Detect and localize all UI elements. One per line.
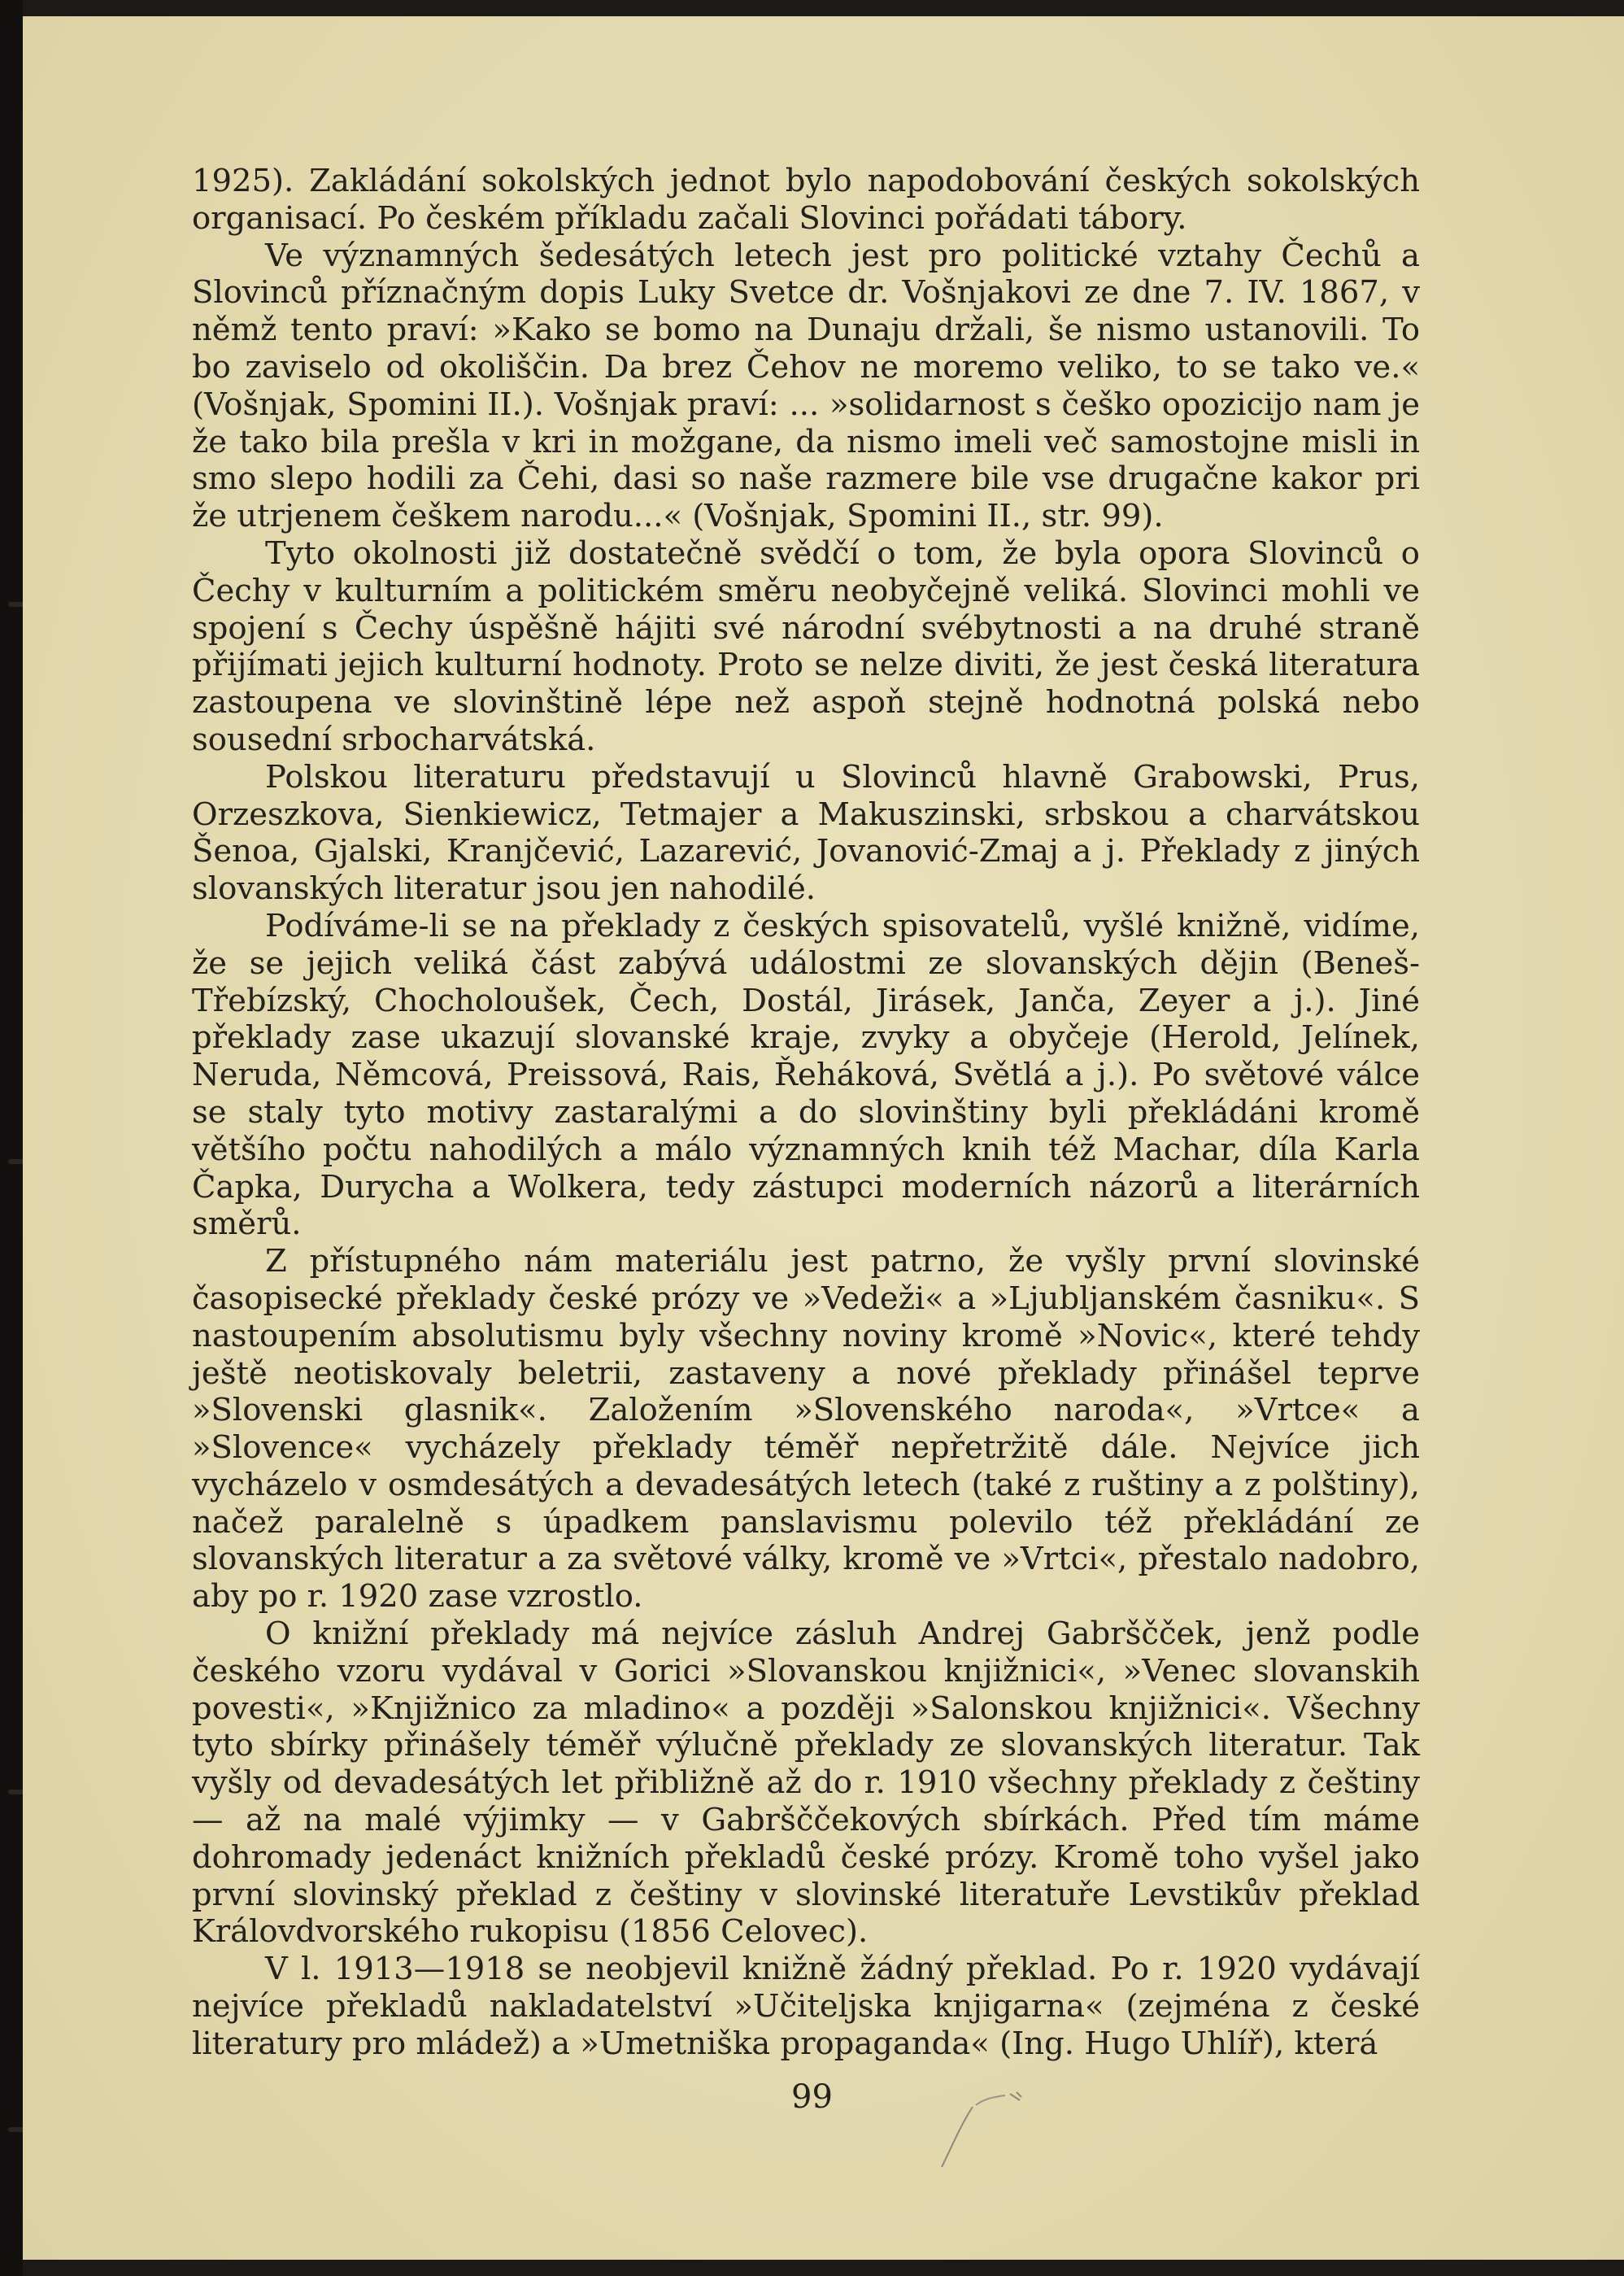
paragraph: Podíváme-li se na překlady z českých spisovatelů, vyšlé knižně, vidíme, že se jejich veliká část zabývá událostmi ze slovanských dějin (Beneš-Třebízský, Chocholoušek, Čech, Dostál, Jirásek, Janča, Zeyer a j.). Jiné překlady zase ukazují slovanské kraje, zvyky a obyčeje (Herold, Jelínek, Neruda, Němcová, Preissová, Rais, Řeháková, Světlá a j.). Po světové válce se staly tyto motivy zastaralými a do slovinštiny byli překládáni kromě většího počtu nahodilých a málo významných knih též Machar, díla Karla Čapka, Durycha a Wolkera, tedy zástupci moderních názorů a literárních směrů. <box>192 907 1420 1243</box>
body-text <box>192 163 1420 2063</box>
book-binding-edge <box>0 0 23 2276</box>
paragraph: Ve významných šedesátých letech jest pro politické vztahy Čechů a Slovinců příznačným dopis Luky Svetce dr. Vošnjakovi ze dne 7. IV. 1867, v němž tento praví: »Kako se bomo na Dunaju držali, še nismo ustanovili. To bo zaviselo od okoliščin. Da brez Čehov ne moremo veliko, to se tako ve.« (Vošnjak, Spomini II.). Vošnjak praví: ... »solidarnost s češko opozicijo nam je že tako bila prešla v kri in možgane, da nismo imeli več samostojne misli in smo slepo hodili za Čehi, dasi so naše razmere bile vse drugačne kakor pri že utrjenem češkem narodu...« (Vošnjak, Spomini II., str. 99). <box>192 237 1420 535</box>
pencil-mark <box>935 2082 1041 2172</box>
paragraph: Z přístupného nám materiálu jest patrno, že vyšly první slovinské časopisecké překlady české prózy ve »Vedeži« a »Ljubljanském časniku«. S nastoupením absolutismu byly všechny noviny kromě »Novic«, které tehdy ještě neotiskovaly beletrii, zastaveny a nové překlady přinášel teprve »Slovenski glasnik«. Založením »Slovenského naroda«, »Vrtce« a »Slovence« vycházely překlady téměř nepřetržitě dále. Nejvíce jich vycházelo v osmdesátých a devadesátých letech (také z ruštiny a z polštiny), načež paralelně s úpadkem panslavismu polevilo též překládání ze slovanských literatur a za světové války, kromě ve »Vrtci«, přestalo nadobro, aby po r. 1920 zase vzrostlo. <box>192 1243 1420 1615</box>
paragraph: Polskou literaturu představují u Slovinců hlavně Grabowski, Prus, Orzeszkova, Sienkiewicz, Tetmajer a Makuszinski, srbskou a charvátskou Šenoa, Gjalski, Kranjčević, Lazarević, Jovanović-Zmaj a j. Překlady z jiných slovanských literatur jsou jen nahodilé. <box>192 758 1420 908</box>
paragraph: O knižní překlady má nejvíce zásluh Andrej Gabrščček, jenž podle českého vzoru vydával v Gorici »Slovanskou knjižnici«, »Venec slovanskih povesti«, »Knjižnico za mladino« a později »Salonskou knjižnici«. Všechny tyto sbírky přinášely téměř výlučně překlady ze slovanských literatur. Tak vyšly od devadesátých let přibližně až do r. 1910 všechny překlady z češtiny — až na malé výjimky — v Gabršččekových sbírkách. Před tím máme dohromady jedenáct knižních překladů české prózy. Kromě toho vyšel jako první slovinský překlad z češtiny v slovinské literatuře Levstikův překlad Královdvorského rukopisu (1856 Celovec). <box>192 1615 1420 1951</box>
page-number: 99 <box>791 2078 833 2116</box>
paragraph: V l. 1913—1918 se neobjevil knižně žádný překlad. Po r. 1920 vydávají nejvíce překladů nakladatelství »Učiteljska knjigarna« (zejména z české literatury pro mládež) a »Umetniška propaganda« (Ing. Hugo Uhlíř), která <box>192 1951 1420 2062</box>
paragraph: 1925). Zakládání sokolských jednot bylo napodobování českých sokolských organisací. Po českém příkladu začali Slovinci pořádati tábory. <box>192 163 1420 237</box>
paragraph: Tyto okolnosti již dostatečně svědčí o tom, že byla opora Slovinců o Čechy v kulturním a politickém směru neobyčejně veliká. Slovinci mohli ve spojení s Čechy úspěšně hájiti své národní svébytnosti a na druhé straně přijímati jejich kulturní hodnoty. Proto se nelze diviti, že jest česká literatura zastoupena ve slovinštině lépe než aspoň stejně hodnotná polská nebo sousední srbocharvátská. <box>192 534 1420 758</box>
